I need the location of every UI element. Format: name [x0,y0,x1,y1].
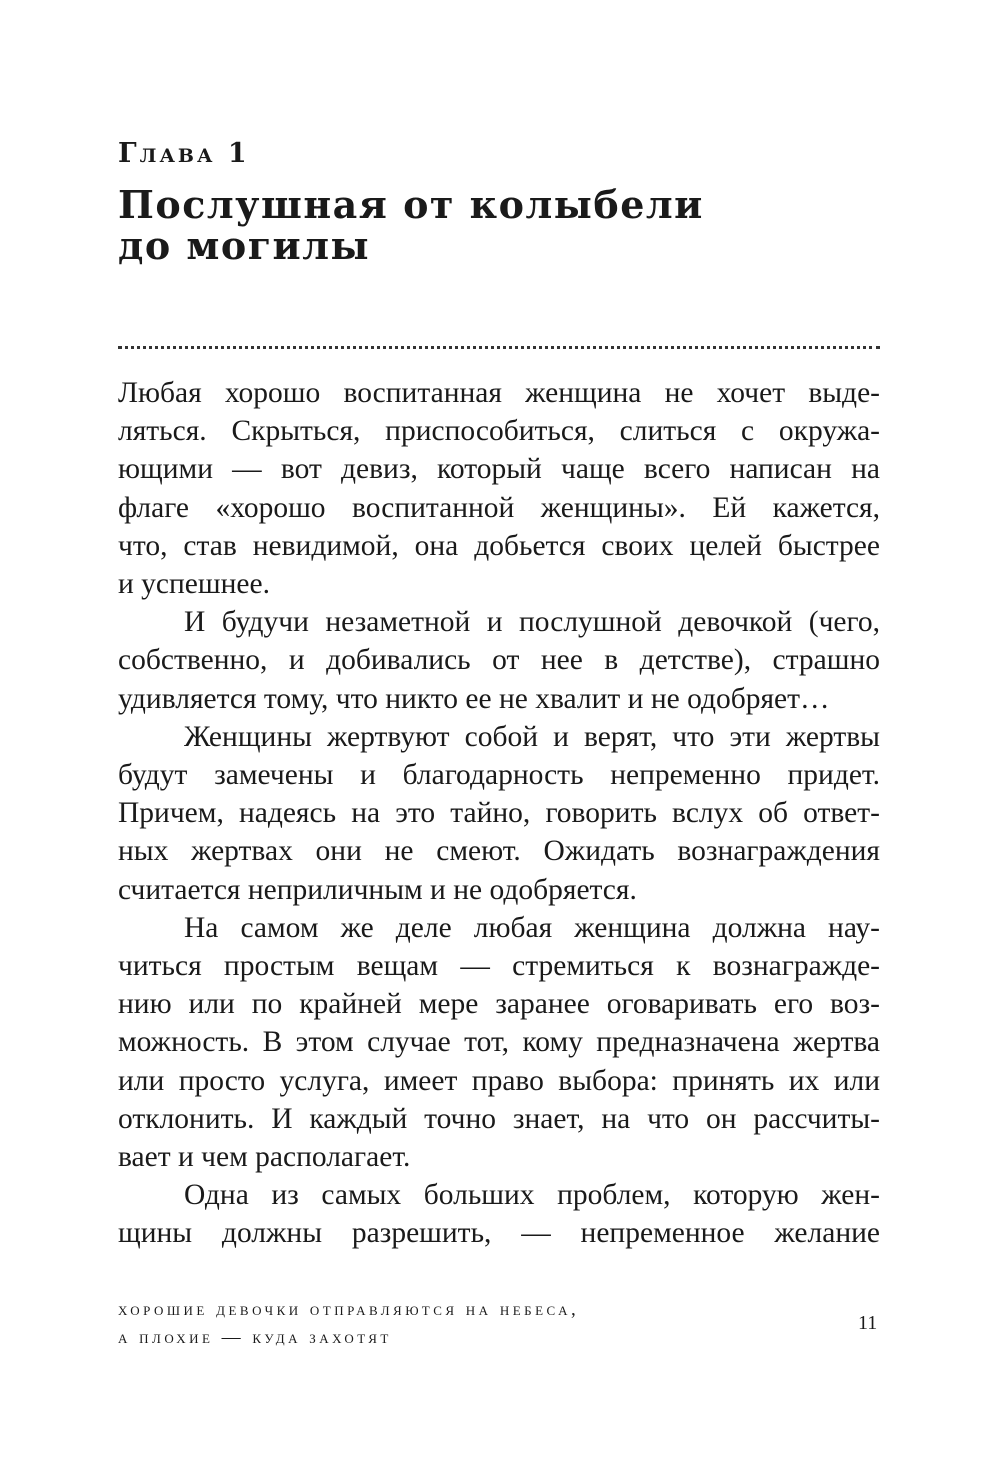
text-line: будут замечены и благодарность непременно придет. [118,759,880,792]
text-line: собственно, и добивались от нее в детстве), страшно [118,644,880,677]
text-line: Одна из самых больших проблем, которую жен- [184,1179,880,1212]
text-line: На самом же деле любая женщина должна нау- [184,911,880,944]
text-line: Причем, надеясь на это тайно, говорить вслух об ответ- [118,797,880,830]
text-line: вает и чем располагает. [118,1141,411,1174]
text-line: и успешнее. [118,568,270,601]
chapter-title-line: Послушная от колыбели [118,182,704,227]
text-line: или просто услуга, имеет право выбора: принять их или [118,1064,880,1097]
chapter-title-line: до могилы [118,223,371,268]
body-text [118,374,880,1253]
text-line: нию или по крайней мере заранее оговаривать его воз- [118,988,880,1021]
dotted-divider [118,346,880,349]
text-line: что, став невидимой, она добьется своих целей быстрее [118,529,880,562]
text-line: И будучи незаметной и послушной девочкой (чего, [184,606,880,639]
text-line: ных жертвах они не смеют. Ожидать вознаграждения [118,835,880,868]
page-number: 11 [858,1312,878,1334]
text-line: читься простым вещам — стремиться к вознагражде- [118,950,880,983]
running-title-line: а плохие — куда захотят [118,1327,392,1348]
text-line: ющими — вот девиз, который чаще всего написан на [118,453,880,486]
text-line: удивляется тому, что никто ее не хвалит и не одобряет… [118,682,830,715]
text-line: Любая хорошо воспитанная женщина не хочет выде- [118,377,880,409]
running-title [118,1296,579,1352]
chapter-title [118,184,704,266]
text-line: Женщины жертвуют собой и верят, что эти жертвы [184,720,880,753]
text-line: щины должны разрешить, — непременное желание [118,1217,880,1250]
running-title-line: хорошие девочки отправляются на небеса, [118,1299,580,1320]
text-line: отклонить. И каждый точно знает, на что он рассчиты- [118,1102,880,1135]
text-line: ляться. Скрыться, приспособиться, слиться с окружа- [118,415,880,448]
chapter-label: Глава 1 [118,138,250,169]
text-line: считается неприличным и не одобряется. [118,873,637,906]
text-line: флаге «хорошо воспитанной женщины». Ей кажется, [118,491,880,524]
text-line: можность. В этом случае тот, кому предназначена жертва [118,1026,880,1059]
